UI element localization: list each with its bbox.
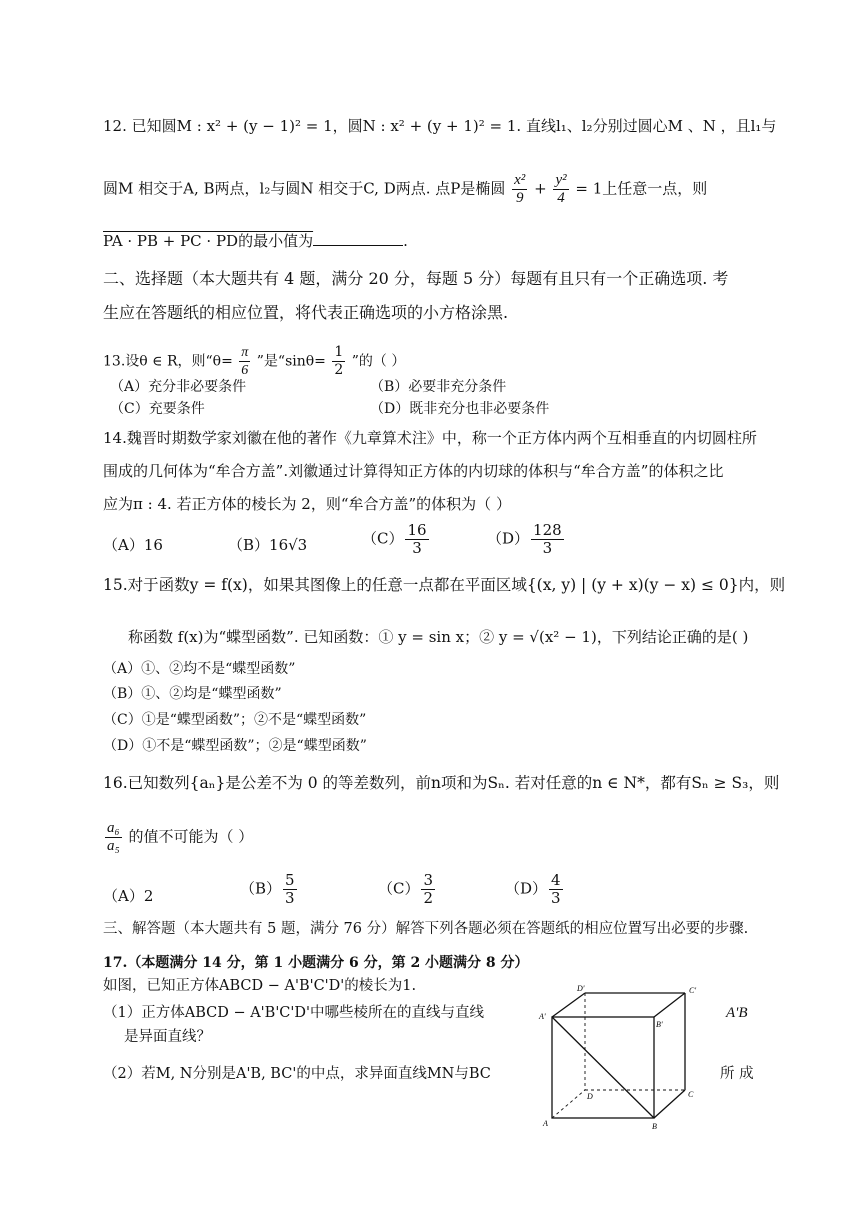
a6-over-a5-fraction: $\frac{\text{a₆}}{\text{a₅}}$ — [107, 820, 120, 854]
half-fraction: $\frac{1}{2}$ — [334, 344, 344, 378]
edge-a1-d1 — [552, 993, 585, 1017]
q13-stem: 13.设θ ∈ R，则“θ= $\frac{\pi}{6}$ ”是“sinθ= $\frac{1}{2}$ ”的（ ） — [103, 344, 406, 378]
q16-option-d: （D） $\frac{4}{3}$ — [505, 871, 561, 907]
edge-b-c — [654, 1090, 685, 1118]
diagonal-a1-b — [552, 1017, 654, 1118]
cube-figure — [535, 985, 715, 1130]
q12-line2-text: 圆M 相交于A, B两点，l₂与圆N 相交于C, D两点. 点P是椭圆 — [103, 179, 506, 198]
section3-heading: 三、解答题（本大题共有 5 题，满分 76 分）解答下列各题必须在答题纸的相应位置写出必要的步骤. — [103, 921, 749, 937]
label-d: D — [587, 1092, 593, 1101]
q12-line2 — [103, 172, 760, 207]
q15-line2: 称函数 f(x)为“蝶型函数”. 已知函数：① y = sin x；② y = √(x² − 1)，下列结论正确的是( ) — [128, 628, 749, 646]
q14-c-fraction: $\frac{16}{3}$ — [407, 521, 427, 557]
q14-line2: 围成的几何体为“牟合方盖”.刘徽通过计算得知正方体的内切球的体积与“牟合方盖”的体积之比 — [103, 462, 724, 480]
q17-part1-line2: 是异面直线？ — [124, 1029, 211, 1045]
q15-line1: 15.对于函数y = f(x)，如果其图像上的任意一点都在平面区域{(x, y) | (y + x)(y − x) ≤ 0}内，则 — [103, 576, 786, 594]
q12-line2-end: = 1上任意一点，则 — [575, 179, 708, 198]
q13-option-c: （C）充要条件 — [110, 401, 205, 417]
hidden-edge-a-d — [552, 1090, 585, 1118]
q13-option-d: （D）既非充分也非必要条件 — [370, 401, 550, 417]
section2-line1: 二、选择题（本大题共有 4 题，满分 20 分，每题 5 分）每题有且只有一个正确选项. 考 — [103, 269, 729, 288]
label-a: A — [543, 1119, 548, 1128]
label-c: C — [688, 1090, 694, 1099]
q14-option-c: （C） $\frac{16}{3}$ — [362, 521, 427, 557]
q16-line2: $\frac{\text{a₆}}{\text{a₅}}$ 的值不可能为（ ） — [107, 820, 254, 854]
plus-sign: + — [534, 179, 547, 198]
q16-option-b: （B） $\frac{5}{3}$ — [240, 871, 295, 907]
label-d1: D' — [577, 985, 585, 993]
edge-b1-c1 — [654, 993, 685, 1017]
q16-line1: 16.已知数列{aₙ}是公差不为 0 的等差数列，前n项和为Sₙ. 若对任意的n ∈ N*，都有Sₙ ≥ S₃，则 — [103, 774, 780, 792]
q15-option-a: （A）①、②均不是“蝶型函数” — [103, 661, 296, 677]
q14-option-a: （A）16 — [103, 536, 163, 554]
label-c1: C' — [689, 986, 697, 995]
q13-option-a: （A）充分非必要条件 — [110, 379, 247, 395]
label-b: B — [652, 1122, 657, 1130]
q15-option-b: （B）①、②均是“蝶型函数” — [103, 686, 282, 702]
q14-option-b: （B）16√3 — [228, 536, 308, 554]
q16-option-a: （A）2 — [103, 887, 154, 905]
q14-option-d: （D） $\frac{128}{3}$ — [487, 521, 562, 557]
q17-header: 17.（本题满分 14 分，第 1 小题满分 6 分，第 2 小题满分 8 分） — [103, 955, 529, 971]
q17-part2-end: 所 成 — [720, 1066, 754, 1082]
q14-d-fraction: $\frac{128}{3}$ — [533, 521, 562, 557]
q16-option-c: （C） $\frac{3}{2}$ — [378, 871, 434, 907]
q12-line3: PA · PB + PC · PD的最小值为 . — [103, 232, 408, 250]
label-b1: B' — [656, 1020, 663, 1029]
label-a1: A' — [539, 1012, 546, 1021]
q15-option-c: （C）①是“蝶型函数”；②不是“蝶型函数” — [103, 712, 367, 728]
ellipse-y-fraction: $\frac{\text{y²}}{4}$ — [555, 172, 567, 206]
q17-part2-line1: （2）若M, N分别是A'B, BC'的中点，求异面直线MN与BC — [103, 1066, 491, 1082]
ellipse-x-fraction: $\frac{\text{x²}}{9}$ — [514, 172, 526, 206]
pi-over-6-fraction: $\frac{\pi}{6}$ — [241, 345, 249, 378]
q13-option-b: （B）必要非充分条件 — [370, 379, 507, 395]
q15-option-d: （D）①不是“蝶型函数”；②是“蝶型函数” — [103, 738, 367, 754]
q14-line3: 应为π : 4. 若正方体的棱长为 2，则“牟合方盖”的体积为（ ） — [103, 495, 511, 513]
q17-part1-end: A'B — [726, 1005, 748, 1021]
answer-blank — [313, 231, 403, 246]
q12-line1: 12. 已知圆M : x² + (y − 1)² = 1，圆N : x² + (y + 1)² = 1. 直线l₁、l₂分别过圆心M 、N ，且l₁与 — [103, 117, 777, 135]
section2-line2: 生应在答题纸的相应位置，将代表正确选项的小方格涂黑. — [103, 303, 509, 322]
q17-line1: 如图，已知正方体ABCD − A'B'C'D'的棱长为1. — [103, 978, 417, 994]
vector-expression: PA · PB + PC · PD的最小值为 — [103, 232, 314, 250]
q17-part1-line1: （1）正方体ABCD − A'B'C'D'中哪些棱所在的直线与直线 — [103, 1005, 484, 1021]
q14-line1: 14.魏晋时期数学家刘徽在他的著作《九章算术注》中，称一个正方体内两个互相垂直的内切圆柱所 — [103, 429, 757, 447]
